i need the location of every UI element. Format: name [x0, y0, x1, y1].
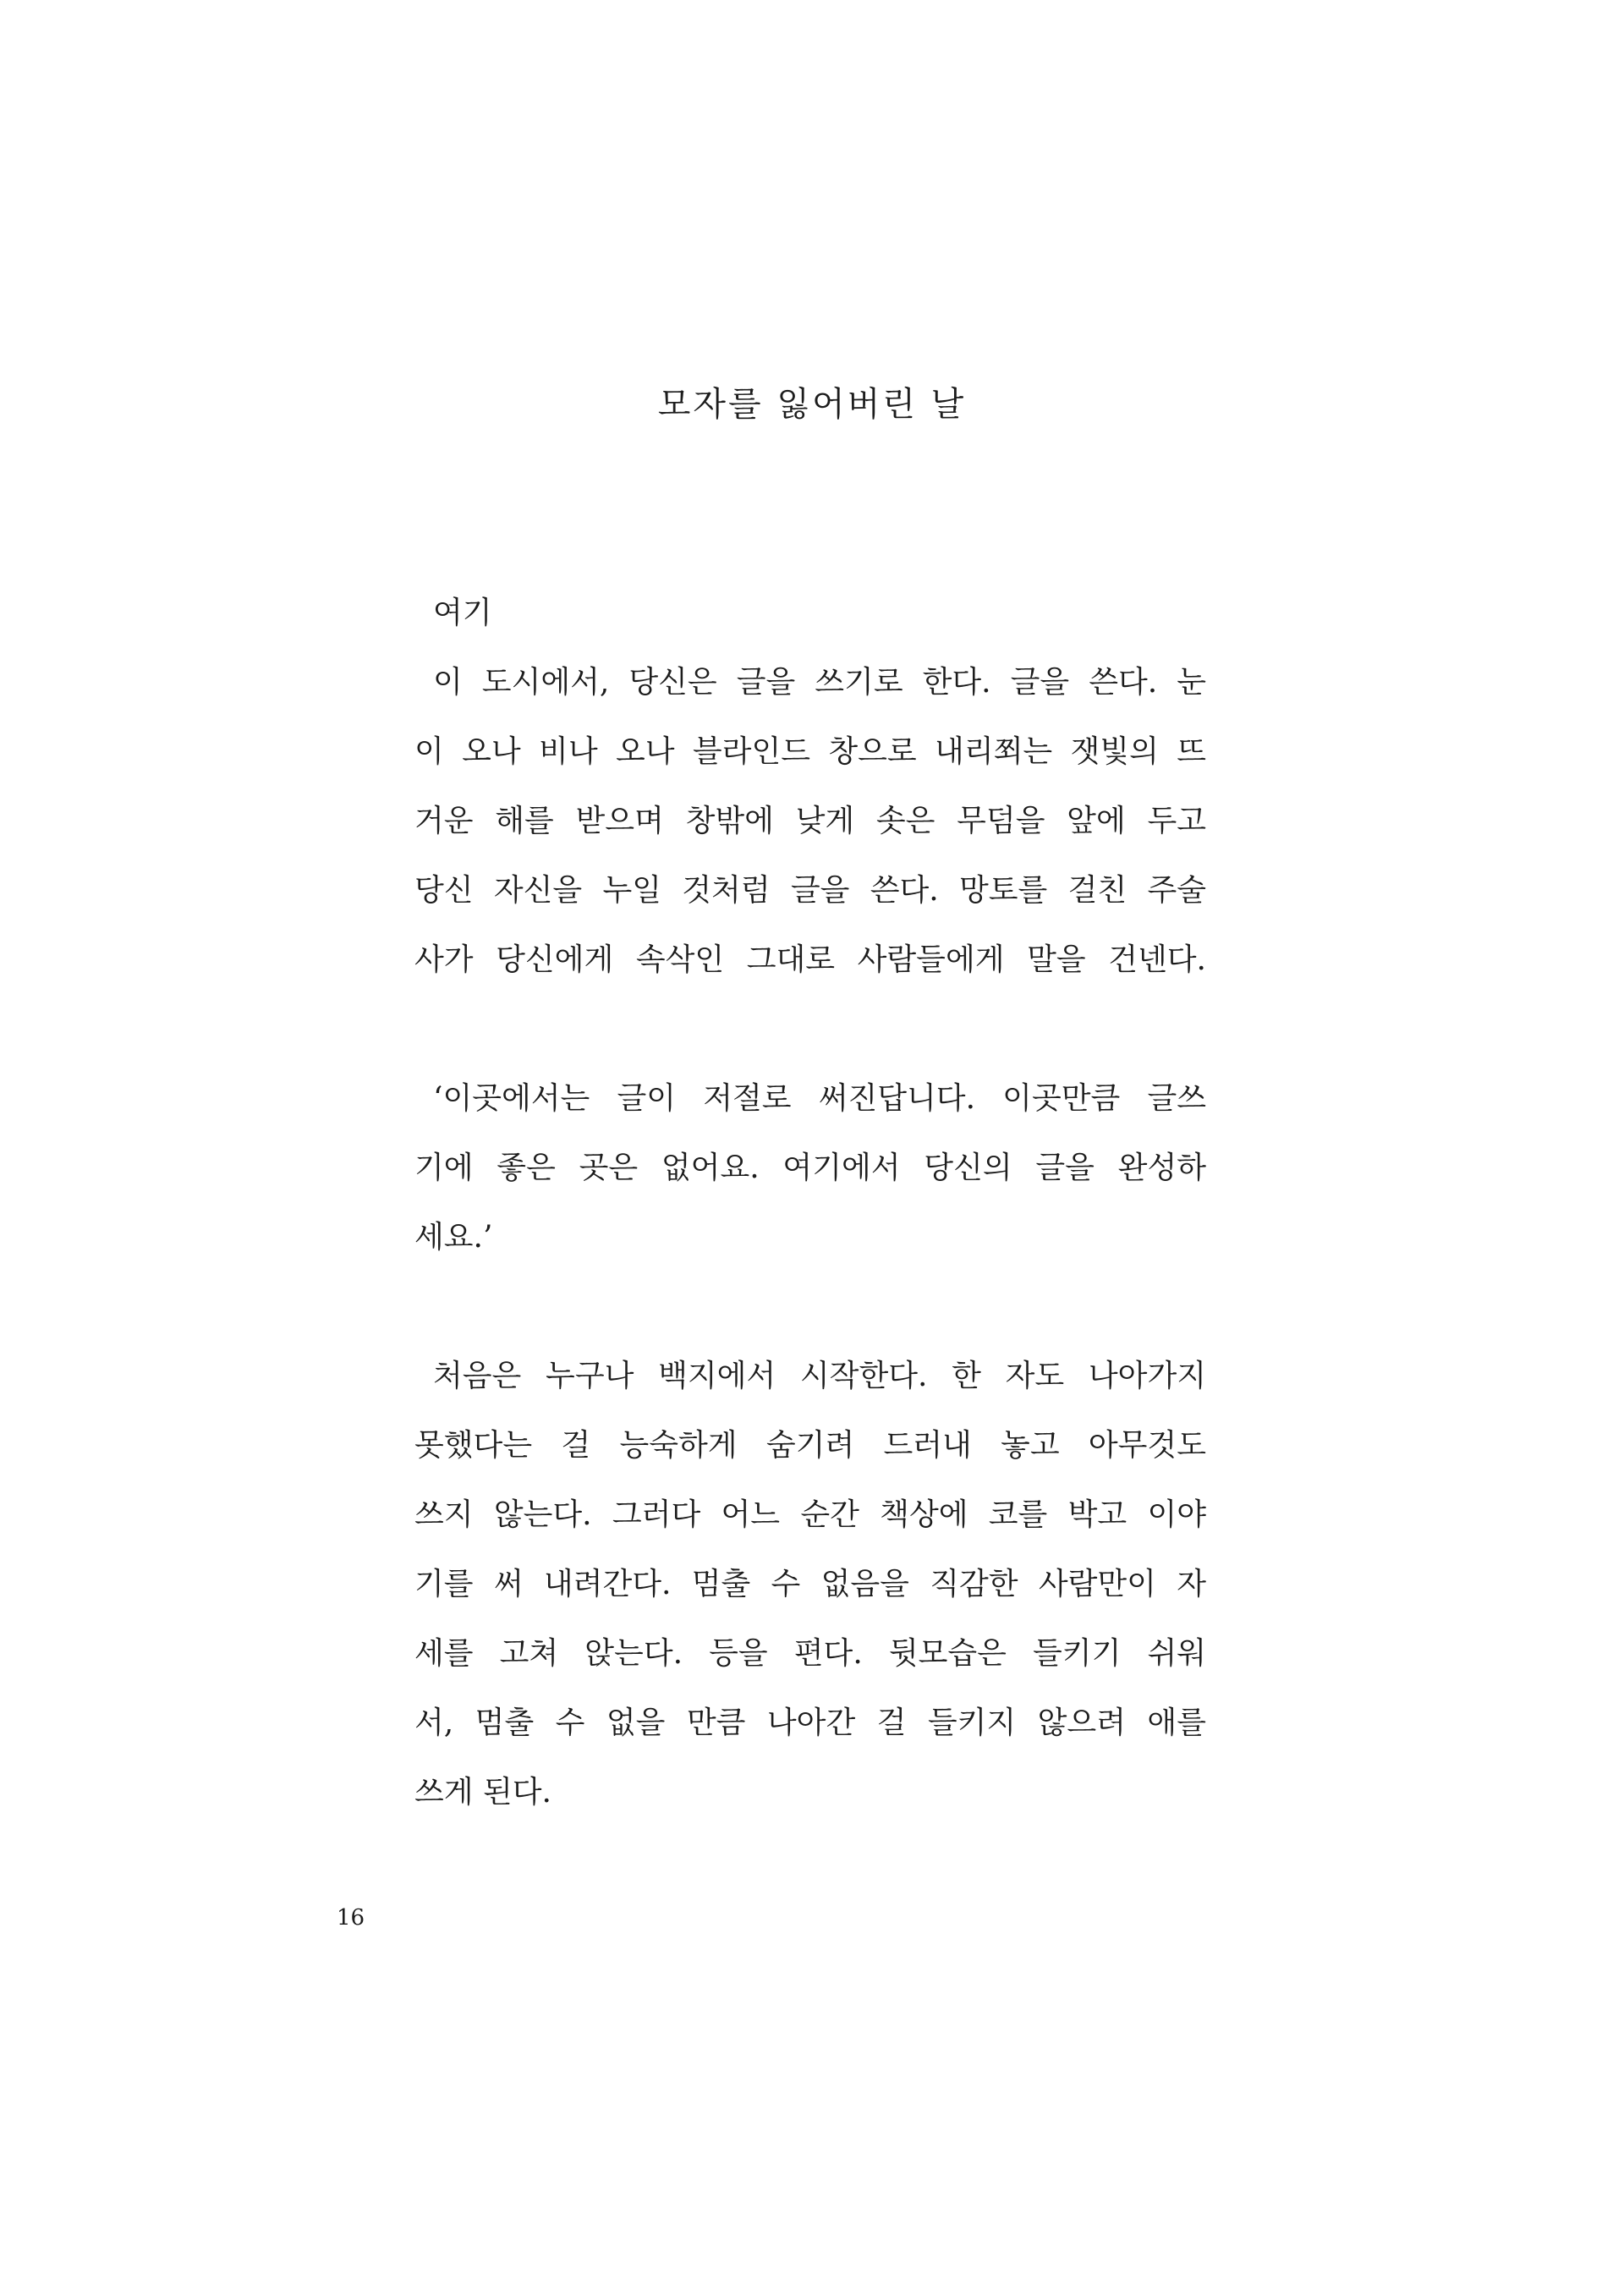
paragraph-gap: [414, 995, 1206, 1064]
paragraph-1-line: 거운 해를 받으며 창밖에 낮게 솟은 무덤을 앞에 두고: [414, 804, 1206, 838]
paragraph-3-line: 서, 멈출 수 없을 만큼 나아간 걸 들키지 않으려 애를: [414, 1706, 1206, 1740]
paragraph-1-line: 당신 자신을 누일 것처럼 글을 쓴다. 망토를 걸친 주술: [414, 873, 1206, 908]
paragraph-1-line: 사가 당신에게 속삭인 그대로 사람들에게 말을 건넨다.: [414, 942, 1206, 977]
page-number: 16: [337, 1905, 365, 1931]
paragraph-1-line: 이 오나 비나 오나 블라인드 창으로 내리쬐는 잿빛의 뜨: [414, 734, 1206, 769]
paragraph-2-line: ‘이곳에서는 글이 저절로 써진답니다. 이곳만큼 글쓰: [433, 1081, 1206, 1116]
paragraph-3-line: 못했다는 걸 능숙하게 숨기려 드러내 놓고 아무것도: [414, 1428, 1206, 1463]
paragraph-3-line: 세를 고쳐 앉는다. 등을 편다. 뒷모습은 들키기 쉬워: [414, 1636, 1206, 1671]
paragraph-3-line: 기를 써 내려간다. 멈출 수 없음을 직감한 사람만이 자: [414, 1567, 1206, 1601]
paragraph-1-line: 이 도시에서, 당신은 글을 쓰기로 한다. 글을 쓴다. 눈: [433, 665, 1206, 700]
body-text: [414, 579, 1206, 1827]
paragraph-2-line: 기에 좋은 곳은 없어요. 여기에서 당신의 글을 완성하: [414, 1151, 1206, 1185]
paragraph-gap: [414, 1272, 1206, 1342]
paragraph-3-line: 쓰게 된다.: [414, 1775, 551, 1810]
paragraph-1-line: 여기: [433, 596, 492, 630]
paragraph-2-line: 세요.’: [414, 1220, 493, 1255]
paragraph-3-line: 쓰지 않는다. 그러다 어느 순간 책상에 코를 박고 이야: [414, 1497, 1206, 1532]
chapter-title: 모자를 잃어버린 날: [657, 385, 967, 424]
paragraph-3-line: 처음은 누구나 백지에서 시작한다. 한 자도 나아가지: [433, 1359, 1206, 1393]
